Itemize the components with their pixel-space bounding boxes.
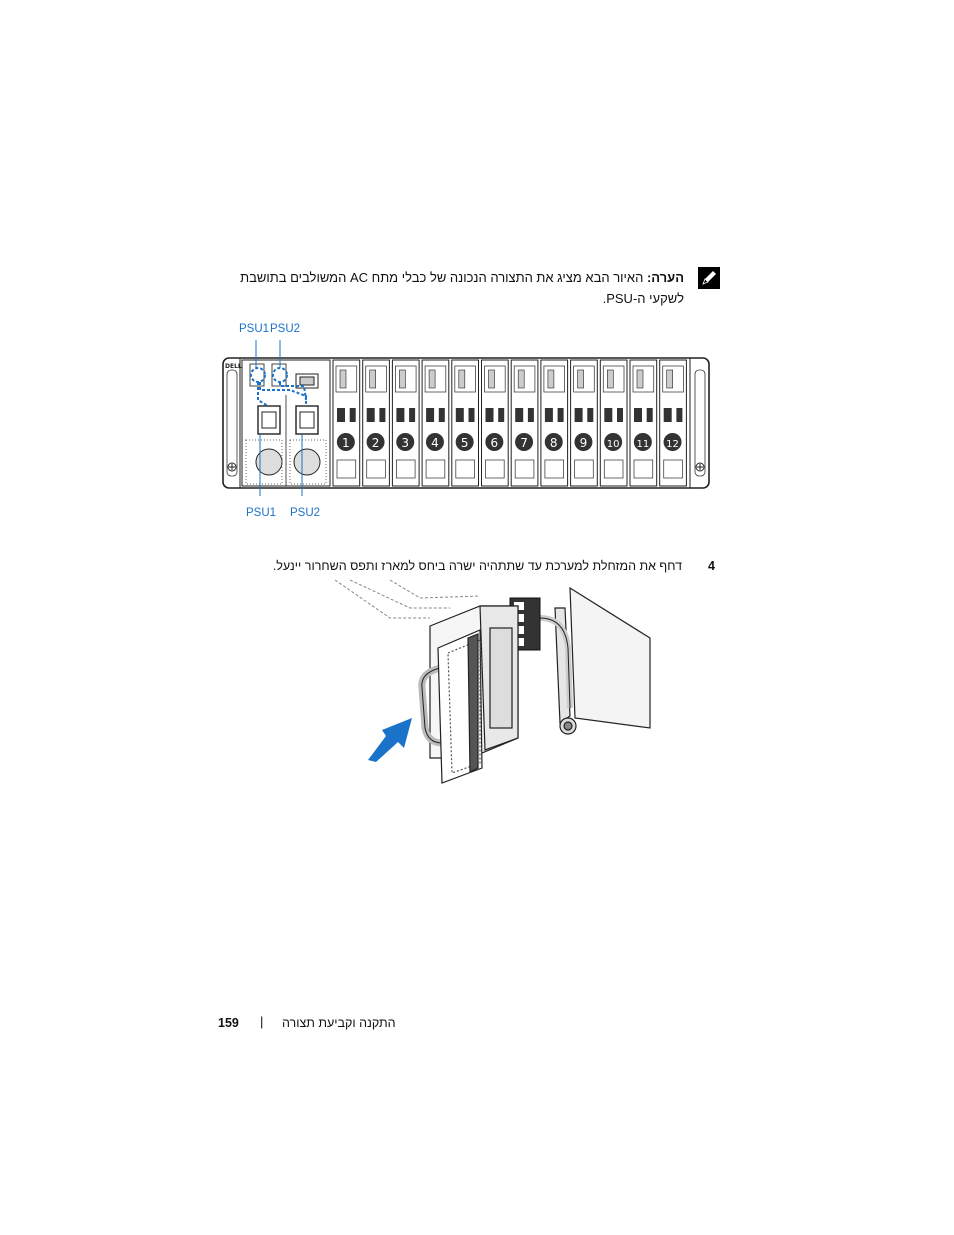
bay-number-6: 6 (490, 436, 499, 450)
note-label: הערה: (646, 270, 684, 285)
sled-insertion-diagram (330, 578, 665, 790)
sled-bay-11 (630, 360, 657, 486)
top-label-psu1: PSU1 (239, 323, 270, 335)
bottom-label-psu1: PSU1 (246, 507, 277, 519)
chassis-frame (540, 588, 650, 734)
bay-number-10: 10 (606, 439, 620, 450)
sled-bay-4 (422, 360, 449, 486)
sled-bay-8 (541, 360, 568, 486)
insert-arrow-icon (368, 718, 412, 762)
sled-bay-5 (452, 360, 479, 486)
bay-number-1: 1 (342, 436, 350, 450)
dell-logo: DELL (225, 363, 242, 370)
step-number: 4 (708, 559, 715, 573)
bay-number-2: 2 (371, 436, 380, 450)
note-text-1: האיור הבא מציג את התצורה הנכונה של כבלי מתח AC המשולבים בתושבת (240, 270, 644, 285)
bay-number-8: 8 (549, 436, 558, 450)
bay-number-7: 7 (520, 436, 528, 450)
footer-title: התקנה וקביעת תצורה (282, 1016, 396, 1030)
sled-bay-9 (571, 360, 598, 486)
sled-bay-10 (600, 360, 627, 486)
step-text: דחף את המזחלת למערכת עד שתתהיה ישרה ביחס למארז ותפס השחרור יינעל. (272, 559, 682, 573)
sled-bay-2 (363, 360, 390, 486)
sled-bay-12 (660, 360, 687, 486)
sled-bay-1 (333, 360, 360, 486)
chassis-interior (335, 580, 480, 618)
bay-number-9: 9 (579, 436, 588, 450)
sled-bay-6 (482, 360, 509, 486)
note-line-2: לשקעי ה-PSU. (602, 291, 684, 306)
pencil-note-icon (698, 267, 720, 289)
bay-number-4: 4 (431, 436, 439, 450)
sled-body (422, 606, 518, 783)
bay-number-11: 11 (636, 439, 650, 450)
top-label-psu2: PSU2 (270, 323, 301, 335)
note-line-1 (240, 270, 684, 285)
bay-number-12: 12 (666, 439, 679, 450)
footer-separator: | (260, 1014, 264, 1029)
enclosure-rear-diagram (220, 340, 712, 496)
sled-bay-3 (392, 360, 419, 486)
page-number: 159 (218, 1016, 239, 1030)
bay-number-3: 3 (401, 436, 410, 450)
sled-bay-7 (511, 360, 538, 486)
bay-number-5: 5 (460, 436, 469, 450)
bottom-label-psu2: PSU2 (290, 507, 321, 519)
